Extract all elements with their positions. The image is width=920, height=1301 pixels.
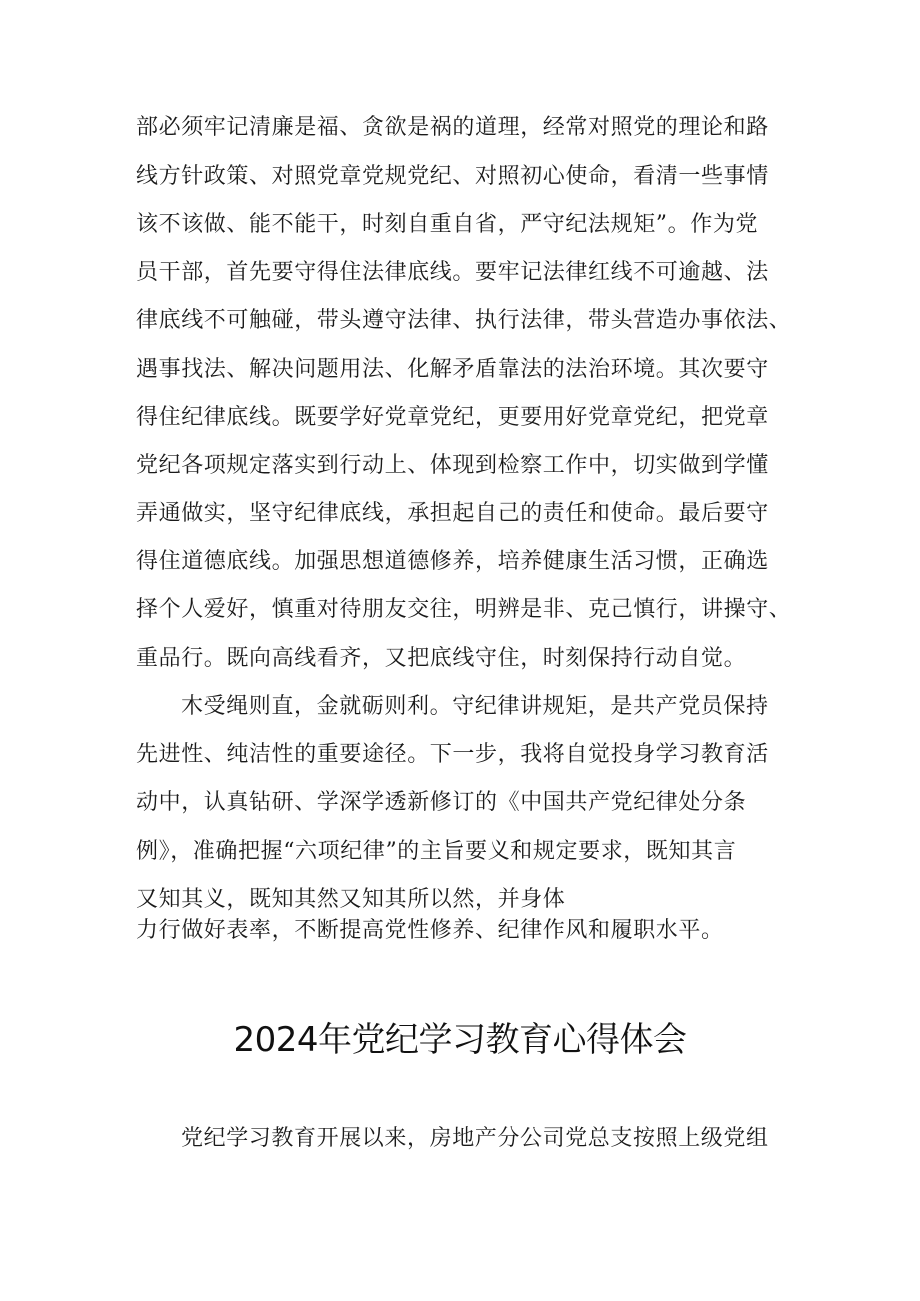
text-line: 动中，认真钻研、学深学透新修订的《中国共产党纪律处分条 — [136, 790, 747, 815]
section-title: 2024年党纪学习教育心得体会 — [233, 1020, 687, 1060]
text-line: 先进性、纯洁性的重要途径。下一步，我将自觉投身学习教育活 — [136, 742, 769, 767]
text-line: 该不该做、能不能干，时刻自重自省，严守纪法规矩”。作为党 — [136, 212, 759, 237]
text-line: 律底线不可触碰，带头遵守法律、执行法律，带头营造办事依法、 — [136, 308, 792, 333]
text-line: 得住纪律底线。既要学好党章党纪，更要用好党章党纪，把党章 — [136, 405, 769, 430]
text-line: 木受绳则直，金就砺则利。守纪律讲规矩，是共产党员保持 — [181, 694, 769, 719]
text-line: 员干部，首先要守得住法律底线。要牢记法律红线不可逾越、法 — [136, 260, 769, 285]
text-line: 例》，准确把握“六项纪律”的主旨要义和规定要求，既知其言 — [136, 839, 737, 864]
text-line: 力行做好表率，不断提高党性修养、纪律作风和履职水平。 — [136, 918, 724, 943]
text-line: 部必须牢记清廉是福、贪欲是祸的道理，经常对照党的理论和路 — [136, 115, 769, 140]
text-line: 得住道德底线。加强思想道德修养，培养健康生活习惯，正确选 — [136, 549, 769, 574]
text-line: 重品行。既向高线看齐，又把底线守住，时刻保持行动自觉。 — [136, 646, 747, 671]
text-line: 弄通做实，坚守纪律底线，承担起自己的责任和使命。最后要守 — [136, 501, 769, 526]
text-line: 党纪学习教育开展以来，房地产分公司党总支按照上级党组 — [181, 1126, 769, 1151]
text-line: 遇事找法、解决问题用法、化解矛盾靠法的法治环境。其次要守 — [136, 357, 769, 382]
text-line: 择个人爱好，慎重对待朋友交往，明辨是非、克己慎行，讲操守、 — [136, 597, 792, 622]
text-line: 线方针政策、对照党章党规党纪、对照初心使命，看清一些事情 — [136, 164, 769, 189]
text-line: 党纪各项规定落实到行动上、体现到检察工作中，切实做到学懂 — [136, 453, 769, 478]
text-line: 又知其义，既知其然又知其所以然，并身体 — [136, 887, 566, 912]
